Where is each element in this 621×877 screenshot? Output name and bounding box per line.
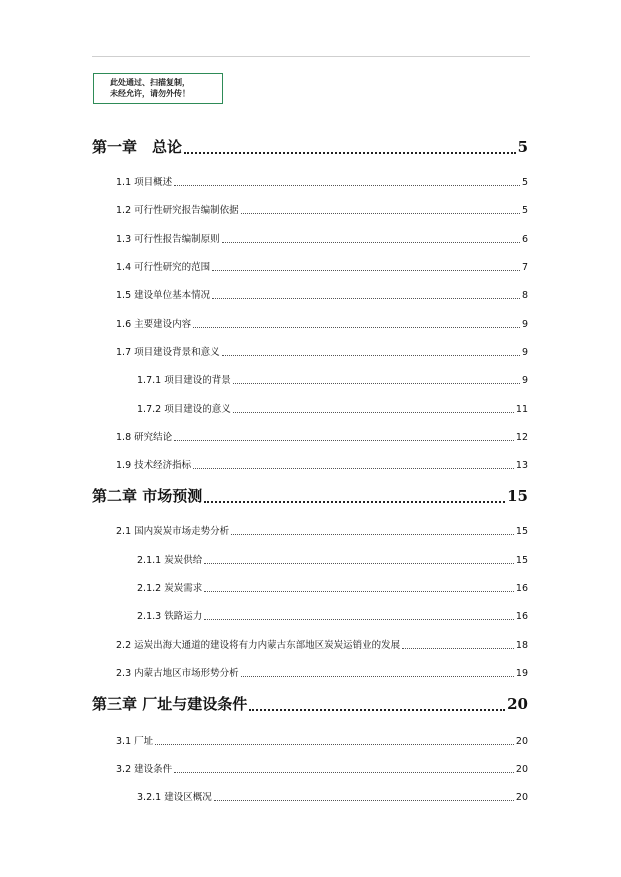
toc-entry-label: 3.1 厂址	[116, 736, 154, 747]
toc-chapter-entry[interactable]	[92, 136, 528, 158]
toc-entry-label: 1.5 建设单位基本情况	[116, 290, 211, 301]
toc-entry-label: 2.2 运炭出海大通道的建设将有力内蒙古东部地区炭炭运销业的发展	[116, 640, 401, 651]
toc-subsection-entry[interactable]	[137, 552, 528, 566]
toc-page-number: 5	[521, 177, 528, 188]
toc-page-number: 20	[515, 764, 528, 775]
toc-entry-label: 1.8 研究结论	[116, 432, 173, 443]
toc-entry-label: 3.2 建设条件	[116, 764, 173, 775]
toc-leader-dots	[204, 501, 505, 503]
toc-section-entry[interactable]	[116, 523, 528, 537]
toc-entry-label: 1.4 可行性研究的范围	[116, 262, 211, 273]
toc-leader-dots	[174, 185, 520, 186]
toc-section-entry[interactable]	[116, 733, 528, 747]
toc-entry-label: 2.1.3 铁路运力	[137, 611, 203, 622]
toc-leader-dots	[174, 772, 514, 773]
toc-leader-dots	[204, 619, 514, 620]
toc-section-entry[interactable]	[116, 202, 528, 216]
toc-subsection-entry[interactable]	[137, 401, 528, 415]
toc-entry-label: 1.3 可行性报告编制原则	[116, 234, 220, 245]
toc-subsection-entry[interactable]	[137, 789, 528, 803]
toc-leader-dots	[193, 468, 514, 469]
toc-entry-label: 2.1.1 炭炭供给	[137, 555, 203, 566]
toc-page-number: 15	[507, 487, 528, 505]
toc-entry-label: 1.6 主要建设内容	[116, 319, 192, 330]
toc-section-entry[interactable]	[116, 174, 528, 188]
toc-entry-label: 1.7.2 项目建设的意义	[137, 404, 231, 415]
toc-page-number: 12	[515, 432, 528, 443]
toc-page-number: 9	[521, 375, 528, 386]
toc-page-number: 13	[515, 460, 528, 471]
toc-page-number: 19	[515, 668, 528, 679]
toc-page-number: 15	[515, 526, 528, 537]
stamp-line-2: 未经允许，请勿外传！	[110, 89, 190, 98]
toc-leader-dots	[231, 534, 514, 535]
toc-entry-label: 1.9 技术经济指标	[116, 460, 192, 471]
toc-section-entry[interactable]	[116, 429, 528, 443]
toc-leader-dots	[212, 298, 520, 299]
toc-section-entry[interactable]	[116, 761, 528, 775]
toc-entry-label: 2.1 国内炭炭市场走势分析	[116, 526, 230, 537]
toc-page-number: 20	[515, 736, 528, 747]
toc-page-number: 18	[515, 640, 528, 651]
toc-entry-label: 第三章 厂址与建设条件	[92, 695, 248, 713]
toc-page-number: 9	[521, 319, 528, 330]
toc-leader-dots	[204, 563, 514, 564]
toc-entry-label: 1.7 项目建设背景和意义	[116, 347, 220, 358]
toc-leader-dots	[241, 213, 520, 214]
toc-section-entry[interactable]	[116, 457, 528, 471]
toc-leader-dots	[155, 744, 514, 745]
toc-page-number: 5	[517, 138, 528, 156]
toc-entry-label: 2.3 内蒙古地区市场形势分析	[116, 668, 239, 679]
toc-page-number: 11	[515, 404, 528, 415]
toc-page-number: 9	[521, 347, 528, 358]
toc-section-entry[interactable]	[116, 287, 528, 301]
toc-leader-dots	[241, 676, 514, 677]
toc-subsection-entry[interactable]	[137, 580, 528, 594]
toc-leader-dots	[214, 800, 514, 801]
toc-page-number: 20	[507, 695, 528, 713]
toc-leader-dots	[212, 270, 520, 271]
toc-leader-dots	[233, 383, 520, 384]
toc-entry-label: 第一章 总论	[92, 138, 183, 156]
toc-entry-label: 第二章 市场预测	[92, 487, 203, 505]
toc-page-number: 6	[521, 234, 528, 245]
toc-chapter-entry[interactable]	[92, 693, 528, 715]
toc-leader-dots	[222, 242, 520, 243]
toc-entry-label: 1.7.1 项目建设的背景	[137, 375, 231, 386]
toc-entry-label: 1.1 项目概述	[116, 177, 173, 188]
toc-subsection-entry[interactable]	[137, 608, 528, 622]
toc-section-entry[interactable]	[116, 231, 528, 245]
toc-leader-dots	[204, 591, 514, 592]
toc-leader-dots	[402, 648, 514, 649]
toc-page-number: 16	[515, 583, 528, 594]
toc-section-entry[interactable]	[116, 665, 528, 679]
toc-page-number: 20	[515, 792, 528, 803]
toc-subsection-entry[interactable]	[137, 372, 528, 386]
toc-leader-dots	[233, 412, 514, 413]
toc-leader-dots	[174, 440, 514, 441]
toc-section-entry[interactable]	[116, 344, 528, 358]
toc-leader-dots	[222, 355, 520, 356]
toc-page-number: 7	[521, 262, 528, 273]
toc-section-entry[interactable]	[116, 259, 528, 273]
toc-page-number: 15	[515, 555, 528, 566]
toc-page-number: 16	[515, 611, 528, 622]
stamp-line-1: 此处通过、扫描复制，	[110, 78, 190, 87]
toc-leader-dots	[193, 327, 520, 328]
toc-chapter-entry[interactable]	[92, 485, 528, 507]
toc-leader-dots	[249, 709, 505, 711]
toc-entry-label: 2.1.2 炭炭需求	[137, 583, 203, 594]
toc-page-number: 8	[521, 290, 528, 301]
toc-section-entry[interactable]	[116, 637, 528, 651]
toc-entry-label: 1.2 可行性研究报告编制依据	[116, 205, 239, 216]
toc-entry-label: 3.2.1 建设区概况	[137, 792, 212, 803]
toc-page-number: 5	[521, 205, 528, 216]
toc-section-entry[interactable]	[116, 316, 528, 330]
toc-leader-dots	[184, 152, 516, 154]
